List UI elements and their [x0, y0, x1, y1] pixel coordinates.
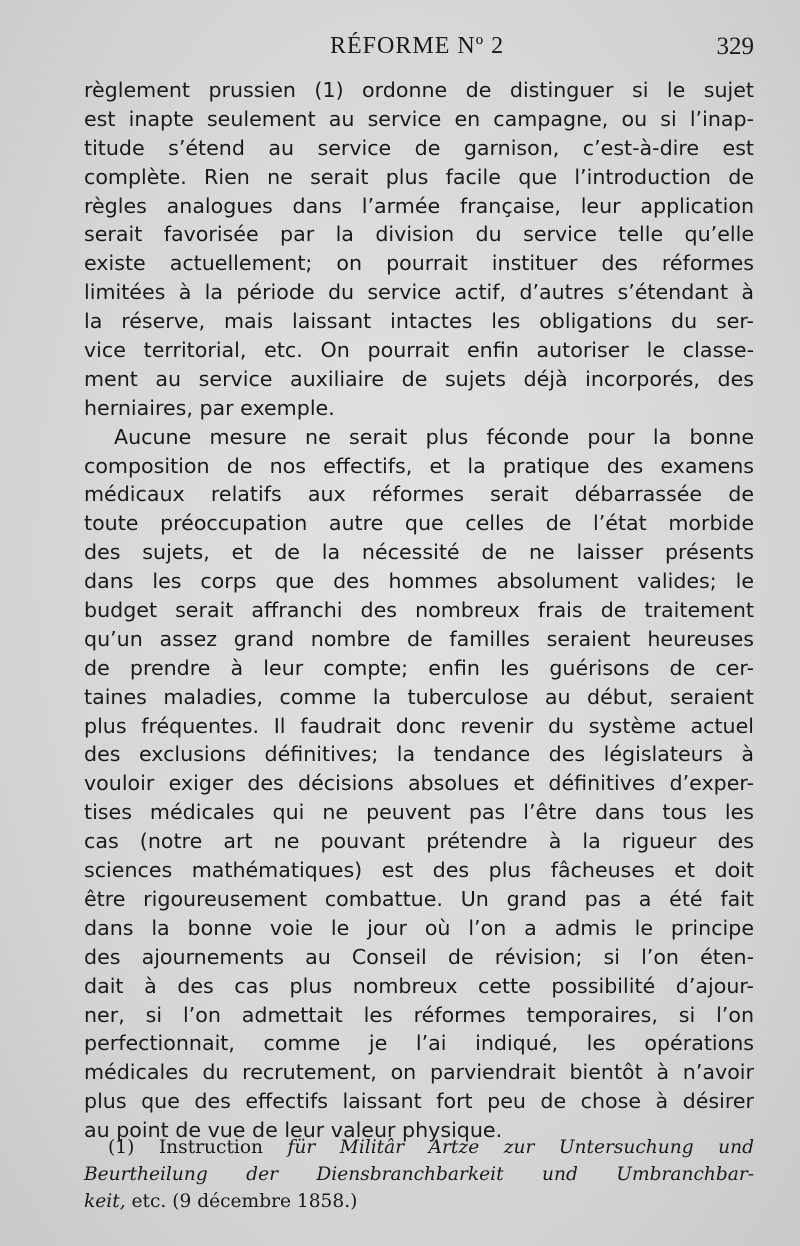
text-line: médicales du recrutement, on parviendrait bientôt à n’avoir [84, 1060, 754, 1085]
footnote-italic: keit, [84, 1191, 126, 1212]
text-line: de prendre à leur compte; enfin les guérisons de cer- [84, 655, 754, 680]
text-line: des exclusions définitives; la tendance des législateurs à [84, 742, 754, 767]
text-line: vice territorial, etc. On pourrait enfin autoriser le classe- [84, 338, 754, 363]
text-line: ment au service auxiliaire de sujets déjà incorporés, des [84, 366, 754, 391]
footnote-italic: für Militâr Artze zur Untersuchung und [287, 1137, 754, 1158]
text-line: médicaux relatifs aux réformes serait débarrassée de [84, 482, 754, 507]
footnote-line [84, 1134, 754, 1161]
footnote-text: etc. (9 décembre 1858.) [131, 1191, 358, 1212]
footnote-line [84, 1161, 754, 1188]
text-line: règlement prussien (1) ordonne de distinguer si le sujet [84, 78, 754, 102]
text-line: dans la bonne voie le jour où l’on a admis le principe [84, 915, 754, 940]
text-line: Aucune mesure ne serait plus féconde pour la bonne [114, 424, 754, 449]
text-line: sciences mathématiques) est des plus fâcheuses et doit [84, 858, 754, 883]
text-line: dait à des cas plus nombreux cette possibilité d’ajour- [84, 973, 754, 998]
text-line: qu’un assez grand nombre de familles seraient heureuses [84, 626, 754, 651]
text-line: complète. Rien ne serait plus facile que l’introduction de [84, 164, 754, 189]
text-line: ner, si l’on admettait les réformes temporaires, si l’on [84, 1002, 754, 1027]
body-text [84, 76, 754, 1145]
text-line: plus fréquentes. Il faudrait donc revenir du système actuel [84, 713, 754, 738]
text-line: titude s’étend au service de garnison, c’est-à-dire est [84, 135, 754, 160]
text-line: au point de vue de leur valeur physique. [84, 1118, 503, 1143]
text-line: être rigoureusement combattue. Un grand pas a été fait [84, 886, 754, 911]
text-line: cas (notre art ne pouvant prétendre à la rigueur des [84, 829, 754, 854]
page-number: 329 [716, 33, 754, 60]
text-line: herniaires, par exemple. [84, 395, 335, 420]
text-line: des sujets, et de la nécessité de ne laisser présents [84, 540, 754, 565]
text-line: taines maladies, comme la tuberculose au début, seraient [84, 684, 754, 709]
text-line: règles analogues dans l’armée française, leur application [84, 193, 754, 218]
text-line: toute préoccupation autre que celles de l’état morbide [84, 511, 754, 536]
running-title: RÉFORME Nº 2 [330, 33, 505, 59]
text-line: existe actuellement; on pourrait instituer des réformes [84, 251, 754, 276]
text-line: la réserve, mais laissant intactes les obligations du ser- [84, 309, 754, 334]
text-line: plus que des effectifs laissant fort peu de chose à désirer [84, 1089, 754, 1114]
footnote-italic: Beurtheilung der Diensbranchbarkeit und Umbranchbar- [84, 1164, 754, 1185]
text-line: dans les corps que des hommes absolument valides; le [84, 569, 754, 594]
text-line: des ajournements au Conseil de révision; si l’on éten- [84, 944, 754, 969]
text-line: perfectionnait, comme je l’ai indiqué, les opérations [84, 1031, 754, 1056]
text-line: est inapte seulement au service en campagne, ou si l’inap- [84, 106, 754, 131]
footnote-marker: (1) Instruction [108, 1137, 264, 1158]
page-header [80, 33, 754, 69]
text-line: serait favorisée par la division du service telle qu’elle [84, 222, 754, 247]
text-line: tises médicales qui ne peuvent pas l’être dans tous les [84, 800, 754, 825]
footnote [84, 1134, 754, 1215]
text-line: composition de nos effectifs, et la pratique des examens [84, 453, 754, 478]
text-line: vouloir exiger des décisions absolues et définitives d’exper- [84, 771, 754, 796]
text-line: limitées à la période du service actif, d’autres s’étendant à [84, 280, 754, 305]
footnote-line [84, 1188, 754, 1215]
text-line: budget serait affranchi des nombreux frais de traitement [84, 598, 754, 623]
